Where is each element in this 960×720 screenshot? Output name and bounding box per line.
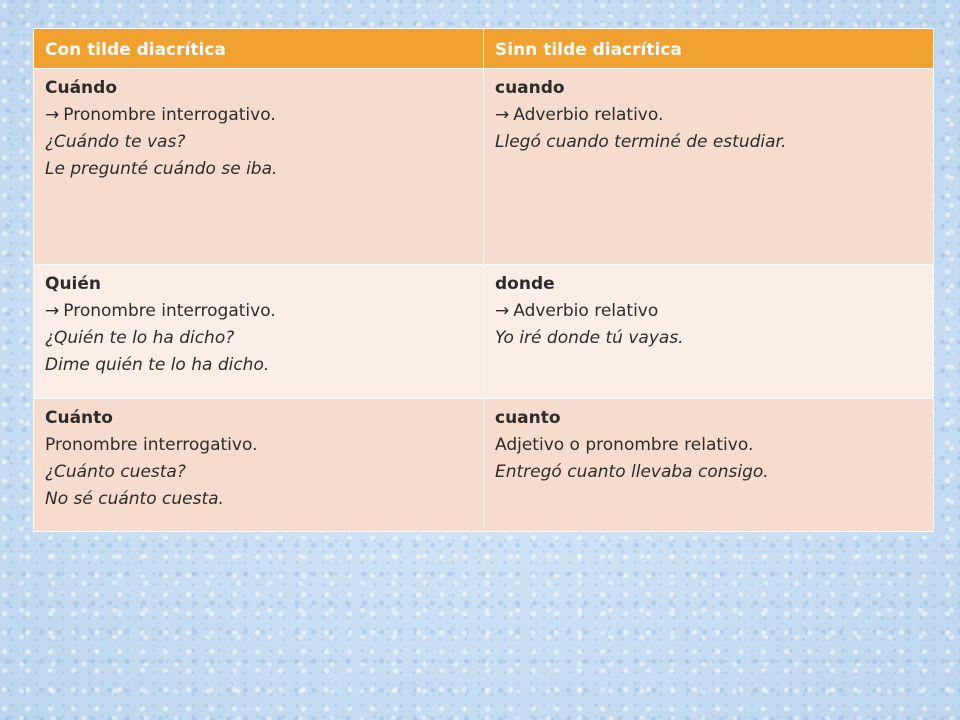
example-sentence: Yo iré donde tú vayas. (495, 328, 684, 348)
example-sentence: Entregó cuanto llevaba consigo. (495, 462, 769, 482)
arrow-right-icon: → (495, 301, 510, 321)
diacritic-table-container (33, 28, 934, 530)
word-label: Cuándo (45, 78, 118, 98)
example-sentence: Llegó cuando terminé de estudiar. (495, 132, 787, 152)
definition-text: Pronombre interrogativo. (63, 105, 276, 125)
definition-text: Pronombre interrogativo. (45, 435, 258, 455)
word-label: cuanto (495, 408, 561, 428)
arrow-right-icon: → (495, 105, 510, 125)
definition-text: Adverbio relativo. (513, 105, 664, 125)
definition-line (45, 102, 472, 129)
header-con-tilde: Con tilde diacrítica (34, 29, 484, 69)
example-sentence: No sé cuánto cuesta. (45, 489, 224, 509)
table-row (34, 399, 934, 532)
table-cell (34, 69, 484, 265)
definition-line (495, 298, 922, 325)
definition-text: Adjetivo o pronombre relativo. (495, 435, 754, 455)
example-sentence: ¿Cuándo te vas? (45, 132, 186, 152)
word-label: donde (495, 274, 555, 294)
table-cell (484, 69, 934, 265)
table-cell (34, 399, 484, 532)
word-label: Quién (45, 274, 102, 294)
table-cell (484, 265, 934, 399)
word-label: Cuánto (45, 408, 113, 428)
arrow-right-icon: → (45, 301, 60, 321)
diacritic-table (33, 28, 934, 532)
table-cell (484, 399, 934, 532)
table-cell (34, 265, 484, 399)
header-sin-tilde: Sinn tilde diacrítica (484, 29, 934, 69)
definition-text: Adverbio relativo (513, 301, 659, 321)
table-row (34, 69, 934, 265)
example-sentence: ¿Quién te lo ha dicho? (45, 328, 235, 348)
example-sentence: Dime quién te lo ha dicho. (45, 355, 270, 375)
definition-line (45, 298, 472, 325)
definition-line (495, 102, 922, 129)
header-row (34, 29, 934, 69)
arrow-right-icon: → (45, 105, 60, 125)
word-label: cuando (495, 78, 565, 98)
definition-text: Pronombre interrogativo. (63, 301, 276, 321)
example-sentence: ¿Cuánto cuesta? (45, 462, 186, 482)
table-row (34, 265, 934, 399)
example-sentence: Le pregunté cuándo se iba. (45, 159, 278, 179)
